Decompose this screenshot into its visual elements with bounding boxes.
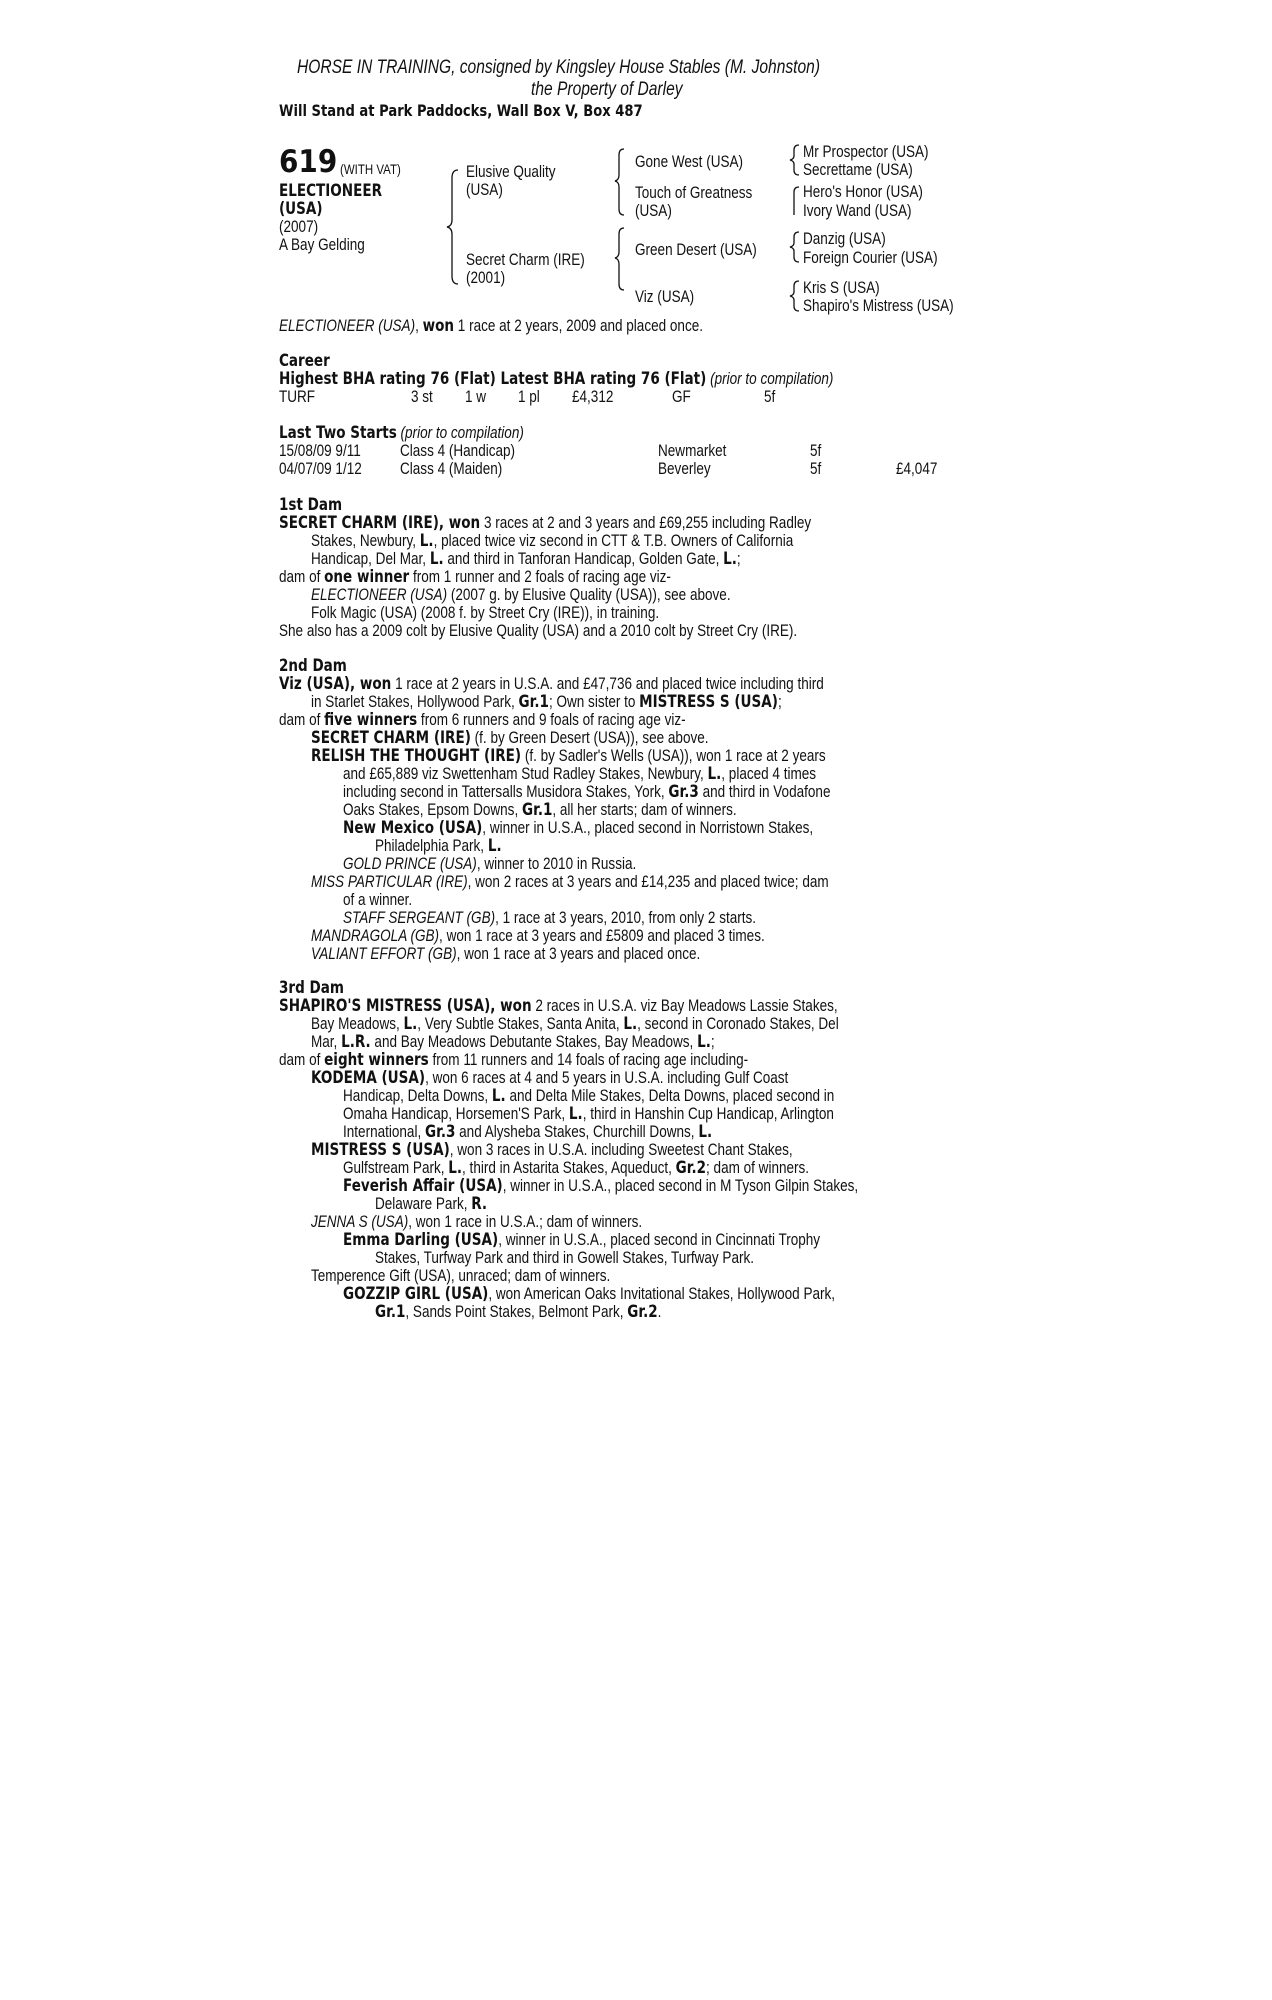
pedigree-brace-sire <box>614 147 626 217</box>
pedigree-sss: Mr Prospector (USA) <box>803 143 929 161</box>
dam3-line: GOZZIP GIRL (USA), won American Oaks Invitational Stakes, Hollywood Park, <box>343 1284 836 1303</box>
pedigree-sds: Hero's Honor (USA) <box>803 183 923 201</box>
start-distance: 5f <box>810 460 822 478</box>
pedigree-brace-sd <box>789 185 801 219</box>
dam2-line: GOLD PRINCE (USA), winner to 2010 in Russia. <box>343 855 637 873</box>
dam3-line: Gulfstream Park, L., third in Astarita Stakes, Aqueduct, Gr.2; dam of winners. <box>343 1158 810 1177</box>
career-wins: 1 w <box>465 388 487 406</box>
pedigree-dam: Secret Charm (IRE) <box>466 251 585 269</box>
start-distance: 5f <box>810 442 822 460</box>
dam1-line: Stakes, Newbury, L., placed twice viz second in CTT & T.B. Owners of California <box>311 531 794 550</box>
lot-number: 619 <box>279 144 338 180</box>
dam3-line: Delaware Park, R. <box>375 1194 488 1213</box>
start-class: Class 4 (Handicap) <box>400 442 516 460</box>
dam3-heading: 3rd Dam <box>279 978 344 997</box>
start-date: 04/07/09 1/12 <box>279 460 362 478</box>
pedigree-ssd: Secrettame (USA) <box>803 161 913 179</box>
pedigree-sdd: Ivory Wand (USA) <box>803 202 912 220</box>
start-class: Class 4 (Maiden) <box>400 460 503 478</box>
pedigree-sire-country: (USA) <box>466 181 503 199</box>
dam3-line: Handicap, Delta Downs, L. and Delta Mile Stakes, Delta Downs, placed second in <box>343 1086 835 1105</box>
header-consignor: HORSE IN TRAINING, consigned by Kingsley House Stables (M. Johnston) <box>297 57 821 78</box>
pedigree-brace-main <box>446 168 460 286</box>
dam2-line: of a winner. <box>343 891 413 909</box>
career-surface: TURF <box>279 388 316 406</box>
dam3-line: Temperence Gift (USA), unraced; dam of winners. <box>311 1267 611 1285</box>
start-prize: £4,047 <box>896 460 938 478</box>
dam2-line: dam of five winners from 6 runners and 9 foals of racing age viz- <box>279 710 686 729</box>
career-starts: 3 st <box>411 388 433 406</box>
dam1-line: ELECTIONEER (USA) (2007 g. by Elusive Quality (USA)), see above. <box>311 586 731 604</box>
header-property: the Property of Darley <box>531 79 683 100</box>
dam3-line: Emma Darling (USA), winner in U.S.A., placed second in Cincinnati Trophy <box>343 1230 821 1249</box>
horse-description: A Bay Gelding <box>279 236 365 254</box>
lot-vat: (WITH VAT) <box>340 161 401 177</box>
pedigree-sire-sire: Gone West (USA) <box>635 153 744 171</box>
dam3-line: Omaha Handicap, Horsemen'S Park, L., third in Hanshin Cup Handicap, Arlington <box>343 1104 834 1123</box>
dam2-line: MISS PARTICULAR (IRE), won 2 races at 3 years and £14,235 and placed twice; dam <box>311 873 829 891</box>
start-course: Newmarket <box>658 442 727 460</box>
dam3-line: MISTRESS S (USA), won 3 races in U.S.A. including Sweetest Chant Stakes, <box>311 1140 793 1159</box>
pedigree-dam-year: (2001) <box>466 269 506 287</box>
career-heading: Career <box>279 351 330 370</box>
horse-country: (USA) <box>279 199 323 218</box>
dam2-line: RELISH THE THOUGHT (IRE) (f. by Sadler's Wells (USA)), won 1 race at 2 years <box>311 746 826 765</box>
horse-year: (2007) <box>279 218 319 236</box>
dam1-heading: 1st Dam <box>279 495 343 514</box>
dam3-line: SHAPIRO'S MISTRESS (USA), won 2 races in U.S.A. viz Bay Meadows Lassie Stakes, <box>279 996 838 1015</box>
dam2-heading: 2nd Dam <box>279 656 347 675</box>
last-two-heading: Last Two Starts (prior to compilation) <box>279 423 524 442</box>
pedigree-dsd: Foreign Courier (USA) <box>803 249 938 267</box>
dam3-line: Stakes, Turfway Park and third in Gowell Stakes, Turfway Park. <box>375 1249 754 1267</box>
dam2-line: in Starlet Stakes, Hollywood Park, Gr.1; Own sister to MISTRESS S (USA); <box>311 692 782 711</box>
dam3-line: KODEMA (USA), won 6 races at 4 and 5 years in U.S.A. including Gulf Coast <box>311 1068 789 1087</box>
start-date: 15/08/09 9/11 <box>279 442 361 460</box>
pedigree-sire-dam: Touch of Greatness <box>635 184 753 202</box>
dam3-line: dam of eight winners from 11 runners and 14 foals of racing age including- <box>279 1050 749 1069</box>
dam2-line: Philadelphia Park, L. <box>375 836 502 855</box>
dam1-line: She also has a 2009 colt by Elusive Quality (USA) and a 2010 colt by Street Cry (IRE). <box>279 622 798 640</box>
dam2-line: New Mexico (USA), winner in U.S.A., placed second in Norristown Stakes, <box>343 818 814 837</box>
pedigree-dam-sire: Green Desert (USA) <box>635 241 757 259</box>
dam2-line: SECRET CHARM (IRE) (f. by Green Desert (USA)), see above. <box>311 728 709 747</box>
dam1-line: Handicap, Del Mar, L. and third in Tanforan Handicap, Golden Gate, L.; <box>311 549 741 568</box>
dam2-line: MANDRAGOLA (GB), won 1 race at 3 years and £5809 and placed 3 times. <box>311 927 765 945</box>
pedigree-brace-dam <box>614 226 626 292</box>
dam3-line: Gr.1, Sands Point Stakes, Belmont Park, Gr.2. <box>375 1302 662 1321</box>
dam2-line: and £65,889 viz Swettenham Stud Radley Stakes, Newbury, L., placed 4 times <box>343 764 817 783</box>
career-rating: Highest BHA rating 76 (Flat) Latest BHA rating 76 (Flat) (prior to compilation) <box>279 369 834 388</box>
start-course: Beverley <box>658 460 711 478</box>
pedigree-brace-ds <box>789 230 801 264</box>
pedigree-ddd: Shapiro's Mistress (USA) <box>803 297 954 315</box>
horse-name: ELECTIONEER <box>279 181 383 200</box>
career-going: GF <box>672 388 691 406</box>
dam2-line: STAFF SERGEANT (GB), 1 race at 3 years, 2010, from only 2 starts. <box>343 909 757 927</box>
dam3-line: International, Gr.3 and Alysheba Stakes, Churchill Downs, L. <box>343 1122 713 1141</box>
career-earnings: £4,312 <box>572 388 614 406</box>
header-location: Will Stand at Park Paddocks, Wall Box V, Box 487 <box>279 101 643 120</box>
dam1-line: dam of one winner from 1 runner and 2 foals of racing age viz- <box>279 567 671 586</box>
dam3-line: Bay Meadows, L., Very Subtle Stakes, Santa Anita, L., second in Coronado Stakes, Del <box>311 1014 839 1033</box>
pedigree-sire-dam-country: (USA) <box>635 202 672 220</box>
dam1-line: Folk Magic (USA) (2008 f. by Street Cry (IRE)), in training. <box>311 604 660 622</box>
dam2-line: Oaks Stakes, Epsom Downs, Gr.1, all her starts; dam of winners. <box>343 800 737 819</box>
dam2-line: VALIANT EFFORT (GB), won 1 race at 3 years and placed once. <box>311 945 701 963</box>
race-summary: ELECTIONEER (USA), won 1 race at 2 years, 2009 and placed once. <box>279 316 704 335</box>
pedigree-dam-dam: Viz (USA) <box>635 288 695 306</box>
pedigree-sire: Elusive Quality <box>466 163 556 181</box>
pedigree-dss: Danzig (USA) <box>803 230 886 248</box>
pedigree-dds: Kris S (USA) <box>803 279 880 297</box>
pedigree-brace-ss <box>789 143 801 177</box>
dam2-line: including second in Tattersalls Musidora Stakes, York, Gr.3 and third in Vodafone <box>343 782 831 801</box>
career-placed: 1 pl <box>518 388 540 406</box>
dam1-line: SECRET CHARM (IRE), won 3 races at 2 and 3 years and £69,255 including Radley <box>279 513 812 532</box>
pedigree-brace-dd <box>789 279 801 313</box>
dam3-line: Feverish Affair (USA), winner in U.S.A., placed second in M Tyson Gilpin Stakes, <box>343 1176 859 1195</box>
dam3-line: Mar, L.R. and Bay Meadows Debutante Stakes, Bay Meadows, L.; <box>311 1032 715 1051</box>
dam3-line: JENNA S (USA), won 1 race in U.S.A.; dam of winners. <box>311 1213 643 1231</box>
career-distance: 5f <box>764 388 776 406</box>
dam2-line: Viz (USA), won 1 race at 2 years in U.S.A. and £47,736 and placed twice including third <box>279 674 824 693</box>
